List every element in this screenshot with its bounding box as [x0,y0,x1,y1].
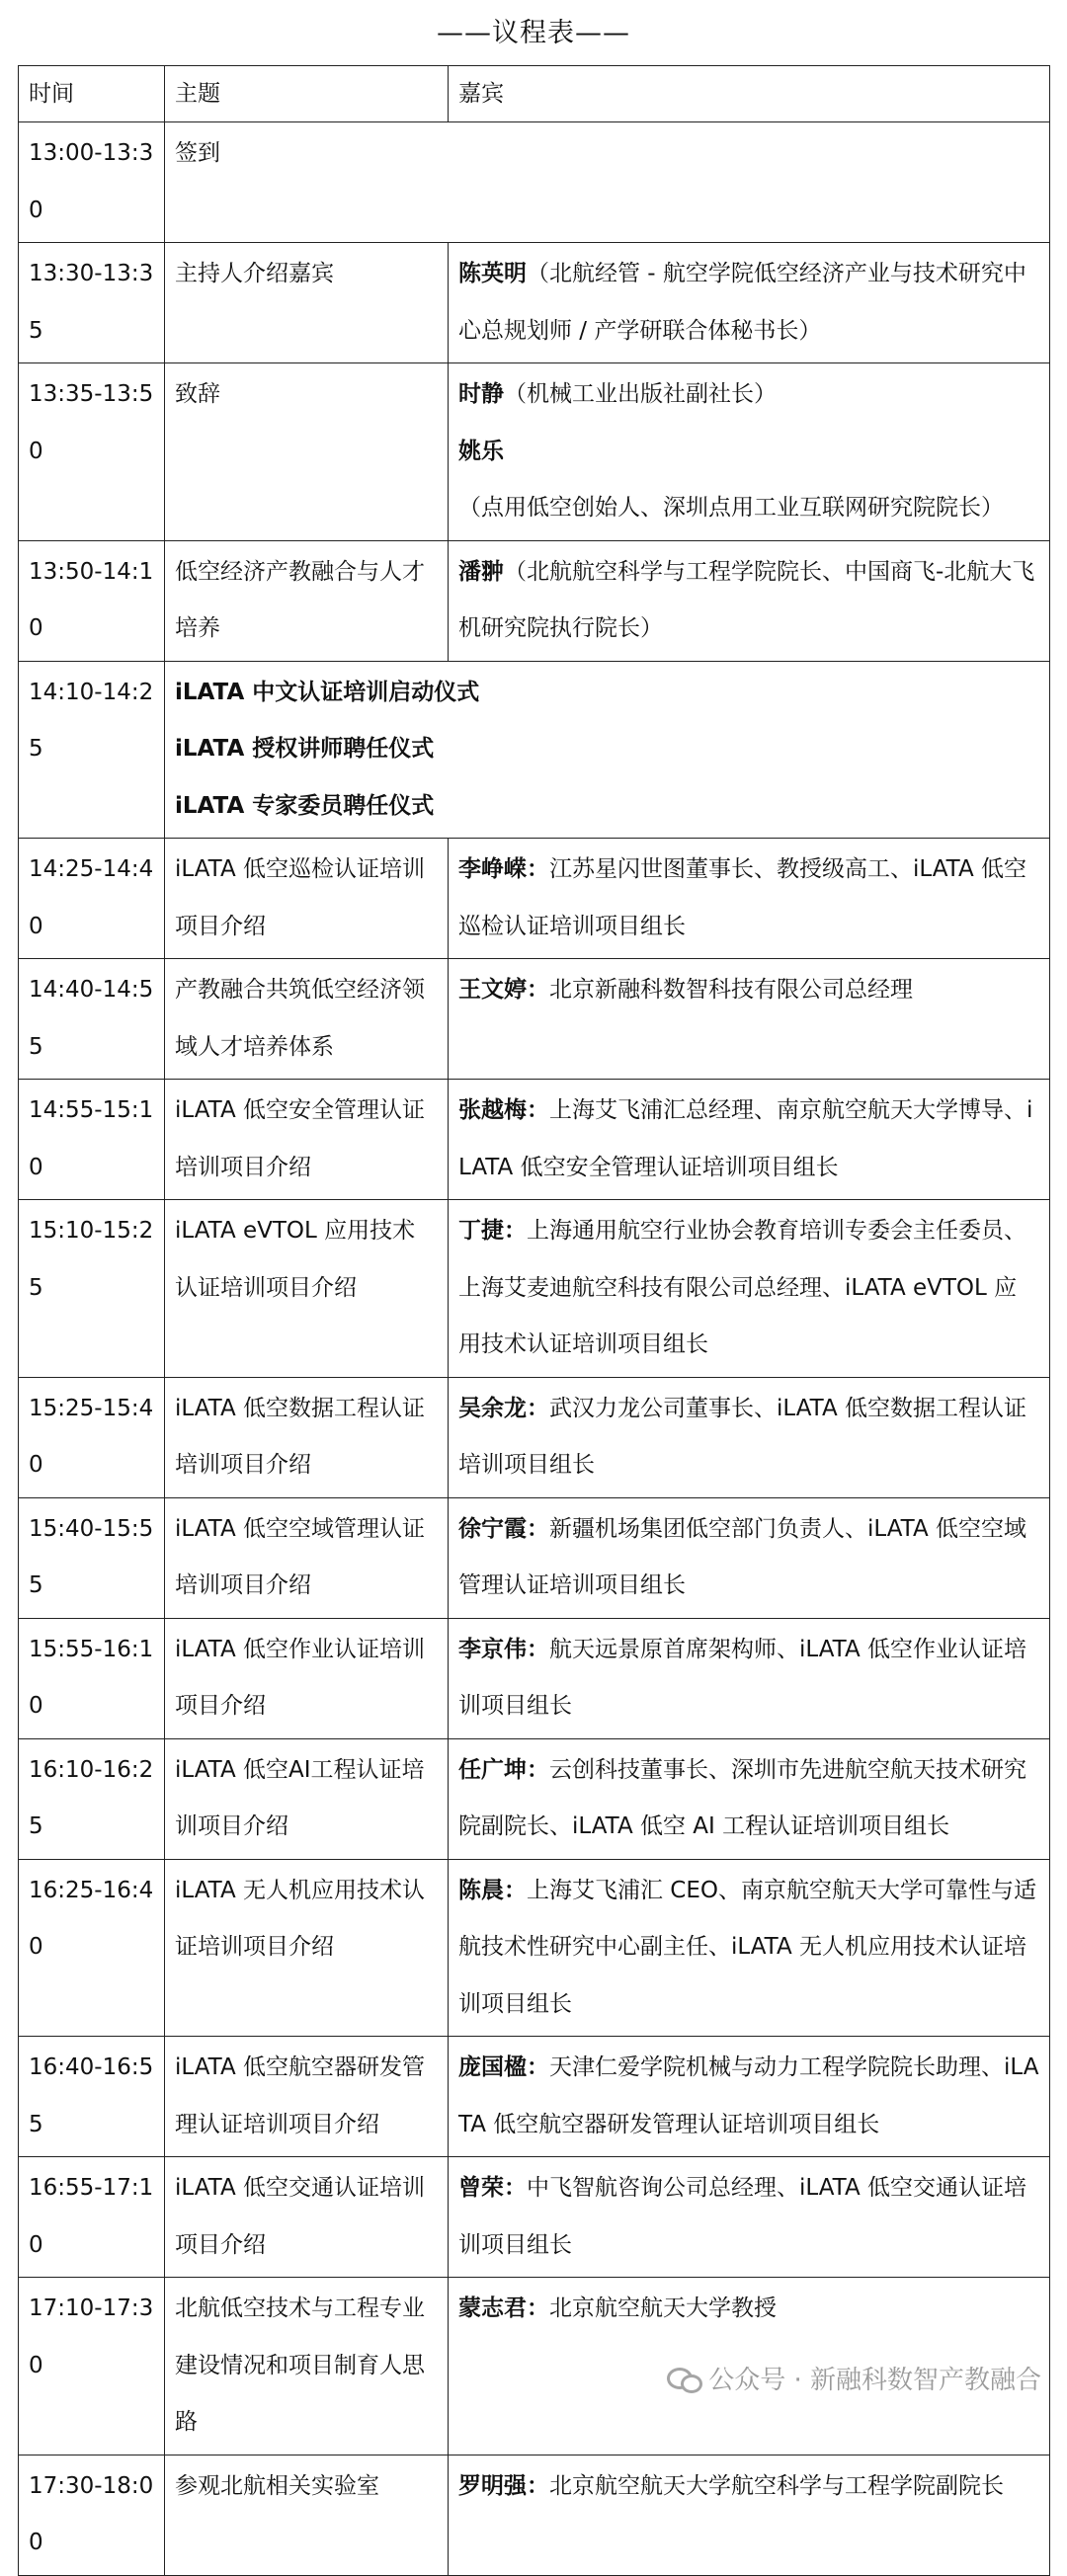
speaker-name: 潘翀 [458,558,504,585]
speaker-desc: 北京航空航天大学航空科学与工程学院副院长 [549,2472,1004,2499]
row-time: 15:25-15:40 [19,1377,165,1497]
speaker-desc: 上海艾飞浦汇 CEO、南京航空航天大学可靠性与适航技术性研究中心副主任、iLATA 无人机应用技术认证培训项目组长 [458,1877,1037,2017]
table-row [19,2157,1050,2278]
row-topic: iLATA 低空航空器研发管理认证培训项目介绍 [165,2037,449,2157]
speaker [458,842,1039,955]
speaker-desc: （北航经管 - 航空学院低空经济产业与技术研究中心总规划师 / 产学研联合体秘书长） [458,261,1026,344]
speaker [458,1742,1039,1856]
table-row [19,363,1050,541]
ceremony-item: iLATA 授权讲师聘任仪式 [175,736,435,762]
speaker-desc: 新疆机场集团低空部门负责人、iLATA 低空空域管理认证培训项目组长 [458,1515,1026,1598]
speaker [458,1083,1039,1196]
speaker [458,544,1039,658]
speaker [458,1501,1039,1615]
row-topic: 致辞 [165,363,449,541]
row-speakers [449,363,1050,541]
table-header-row [19,66,1050,122]
row-topic: iLATA 低空作业认证培训项目介绍 [165,1618,449,1738]
row-time: 14:40-14:55 [19,959,165,1080]
speaker-name: 张越梅： [458,1097,549,1123]
speaker [458,1863,1039,2034]
watermark-text: 公众号 · 新融科数智产教融合 [708,2366,1041,2395]
row-ceremony [165,661,1050,839]
agenda-table [18,65,1050,2576]
row-speakers [449,1738,1050,1859]
speaker-name: 时静 [458,381,504,407]
table-row [19,1080,1050,1200]
table-row [19,1859,1050,2037]
row-topic: iLATA eVTOL 应用技术认证培训项目介绍 [165,1200,449,1378]
speaker-desc: 北京新融科数智科技有限公司总经理 [549,977,913,1003]
speaker [458,2040,1039,2153]
ceremony-item: iLATA 专家委员聘任仪式 [175,792,435,819]
speaker [458,962,1039,1019]
row-time: 14:25-14:40 [19,839,165,959]
header-topic: 主题 [165,66,449,122]
row-time: 14:55-15:10 [19,1080,165,1200]
table-row [19,243,1050,363]
row-speakers [449,1497,1050,1618]
table-row [19,540,1050,661]
ceremony-item: iLATA 中文认证培训启动仪式 [175,679,480,705]
speaker [458,366,1039,424]
wechat-icon [667,2366,700,2391]
row-topic: 低空经济产教融合与人才培养 [165,540,449,661]
speaker-desc: 中飞智航咨询公司总经理、iLATA 低空交通认证培训项目组长 [458,2175,1026,2258]
row-time: 16:40-16:55 [19,2037,165,2157]
row-time: 13:50-14:10 [19,540,165,661]
row-topic: 参观北航相关实验室 [165,2455,449,2575]
speaker-desc: 上海通用航空行业协会教育培训专委会主任委员、上海艾麦迪航空科技有限公司总经理、iLATA eVTOL 应用技术认证培训项目组长 [458,1218,1026,1357]
speaker-desc: 上海艾飞浦汇总经理、南京航空航天大学博导、iLATA 低空安全管理认证培训项目组长 [458,1097,1033,1180]
table-row [19,2037,1050,2157]
row-speakers [449,1859,1050,2037]
row-topic: 北航低空技术与工程专业建设情况和项目制育人思路 [165,2278,449,2455]
speaker-name: 王文婷： [458,977,549,1003]
header-speaker: 嘉宾 [449,66,1050,122]
speaker-desc: （点用低空创始人、深圳点用工业互联网研究院院长） [458,495,1004,521]
row-time: 16:25-16:40 [19,1859,165,2037]
speaker-name: 蒙志君： [458,2295,549,2321]
row-time: 15:55-16:10 [19,1618,165,1738]
row-speakers [449,1377,1050,1497]
row-time: 17:30-18:00 [19,2455,165,2575]
row-speakers [449,1080,1050,1200]
row-speakers [449,2455,1050,2575]
speaker [458,1622,1039,1735]
row-topic: iLATA 无人机应用技术认证培训项目介绍 [165,1859,449,2037]
row-topic: iLATA 低空巡检认证培训项目介绍 [165,839,449,959]
table-row [19,661,1050,839]
speaker-name: 曾荣： [458,2175,527,2201]
speaker [458,2160,1039,2274]
row-time: 15:10-15:25 [19,1200,165,1378]
row-speakers [449,839,1050,959]
table-row [19,122,1050,243]
speaker-name: 陈晨： [458,1877,527,1903]
speaker-name: 徐宁霞： [458,1515,549,1542]
row-topic: iLATA 低空AI工程认证培训项目介绍 [165,1738,449,1859]
row-time: 13:35-13:50 [19,363,165,541]
row-time: 15:40-15:55 [19,1497,165,1618]
table-row [19,1618,1050,1738]
speaker-name: 陈英明 [458,261,527,286]
row-topic: iLATA 低空安全管理认证培训项目介绍 [165,1080,449,1200]
page-title: ——议程表—— [437,18,630,48]
row-time: 14:10-14:25 [19,661,165,839]
table-row [19,959,1050,1080]
speaker [458,2281,1039,2338]
row-topic: iLATA 低空空域管理认证培训项目介绍 [165,1497,449,1618]
speaker-name: 任广坤： [458,1756,549,1783]
row-speakers [449,2157,1050,2278]
table-row [19,839,1050,959]
speaker-desc: 航天远景原首席架构师、iLATA 低空作业认证培训项目组长 [458,1636,1026,1719]
row-speakers [449,540,1050,661]
row-topic: 产教融合共筑低空经济领域人才培养体系 [165,959,449,1080]
speaker-desc: 北京航空航天大学教授 [549,2295,777,2321]
row-time: 13:30-13:35 [19,243,165,363]
speaker-desc: 云创科技董事长、深圳市先进航空航天技术研究院副院长、iLATA 低空 AI 工程认证培训项目组长 [458,1756,1026,1839]
speaker-desc: 天津仁爱学院机械与动力工程学院院长助理、iLATA 低空航空器研发管理认证培训项目组长 [458,2054,1039,2137]
speaker [458,1203,1039,1374]
speaker-name: 庞国楹： [458,2054,549,2080]
table-row [19,1497,1050,1618]
watermark [663,2358,1045,2398]
row-speakers [449,1200,1050,1378]
speaker-desc: 武汉力龙公司董事长、iLATA 低空数据工程认证培训项目组长 [458,1395,1026,1478]
speaker-name: 姚乐 [458,438,504,464]
speaker-name: 李峥嵘： [458,856,549,882]
speaker-name: 罗明强： [458,2472,549,2499]
row-speakers [449,243,1050,363]
speaker [458,246,1039,360]
speaker-name: 吴余龙： [458,1395,549,1421]
row-time: 16:55-17:10 [19,2157,165,2278]
speaker [458,1381,1039,1494]
row-time: 17:10-17:30 [19,2278,165,2455]
row-topic: iLATA 低空交通认证培训项目介绍 [165,2157,449,2278]
speaker-desc: （北航航空科学与工程学院院长、中国商飞-北航大飞机研究院执行院长） [458,558,1035,641]
table-row [19,2455,1050,2575]
row-speakers [449,1618,1050,1738]
table-row [19,1377,1050,1497]
table-row [19,1738,1050,1859]
speaker-name: 丁捷： [458,1218,527,1244]
row-topic: 签到 [165,122,1050,243]
row-topic: iLATA 低空数据工程认证培训项目介绍 [165,1377,449,1497]
row-time: 13:00-13:30 [19,122,165,243]
row-time: 16:10-16:25 [19,1738,165,1859]
table-row [19,1200,1050,1378]
speaker [458,424,1039,537]
header-time: 时间 [19,66,165,122]
row-speakers [449,2037,1050,2157]
speaker [458,2458,1039,2516]
speaker-name: 李京伟： [458,1636,549,1662]
row-speakers [449,959,1050,1080]
speaker-desc: （机械工业出版社副社长） [504,381,777,407]
row-topic: 主持人介绍嘉宾 [165,243,449,363]
speaker-desc: 江苏星闪世图董事长、教授级高工、iLATA 低空巡检认证培训项目组长 [458,856,1026,939]
